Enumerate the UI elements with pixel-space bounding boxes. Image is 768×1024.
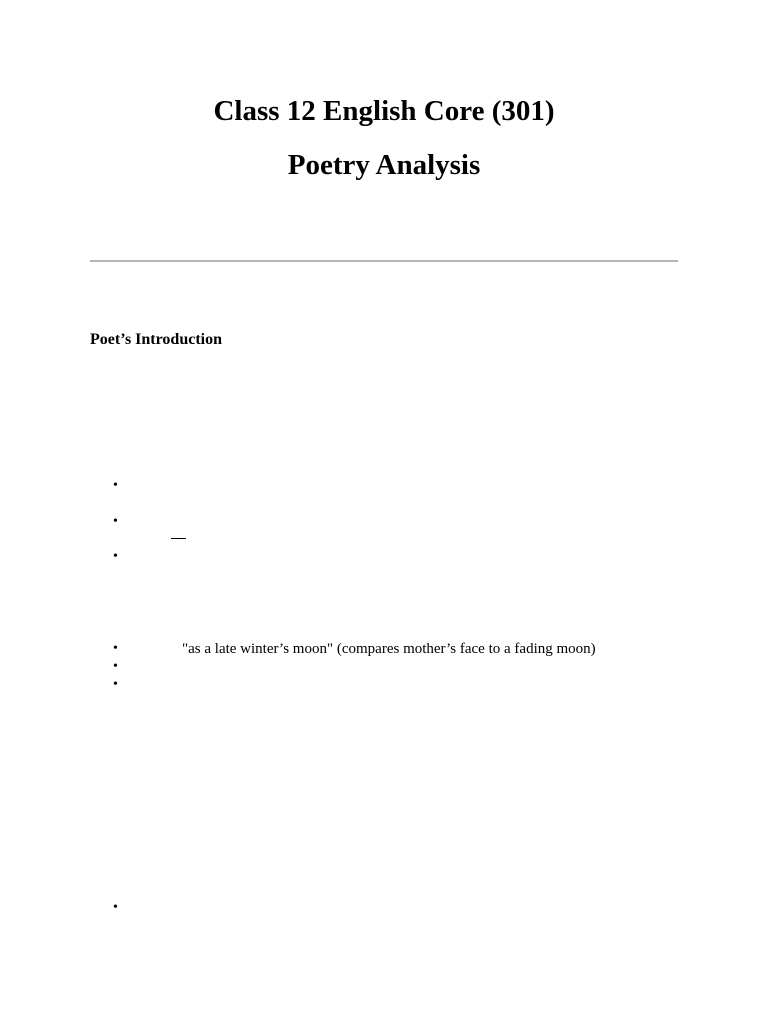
document-title: Class 12 English Core (301) [213, 95, 555, 127]
list-item-simile: "as a late winter’s moon" (compares mother’s face to a fading moon) [182, 641, 596, 657]
bullet-point: • [113, 677, 118, 692]
bullet-point: • [113, 659, 118, 674]
bullet-point: • [113, 514, 118, 529]
document-subtitle: Poetry Analysis [287, 149, 481, 181]
bullet-point: • [113, 641, 118, 656]
horizontal-divider [90, 260, 678, 262]
bullet-point: • [113, 900, 118, 915]
bullet-point: • [113, 478, 118, 493]
underline-mark [171, 538, 186, 539]
bullet-point: • [113, 549, 118, 564]
section-heading-poets-introduction: Poet’s Introduction [90, 331, 222, 348]
